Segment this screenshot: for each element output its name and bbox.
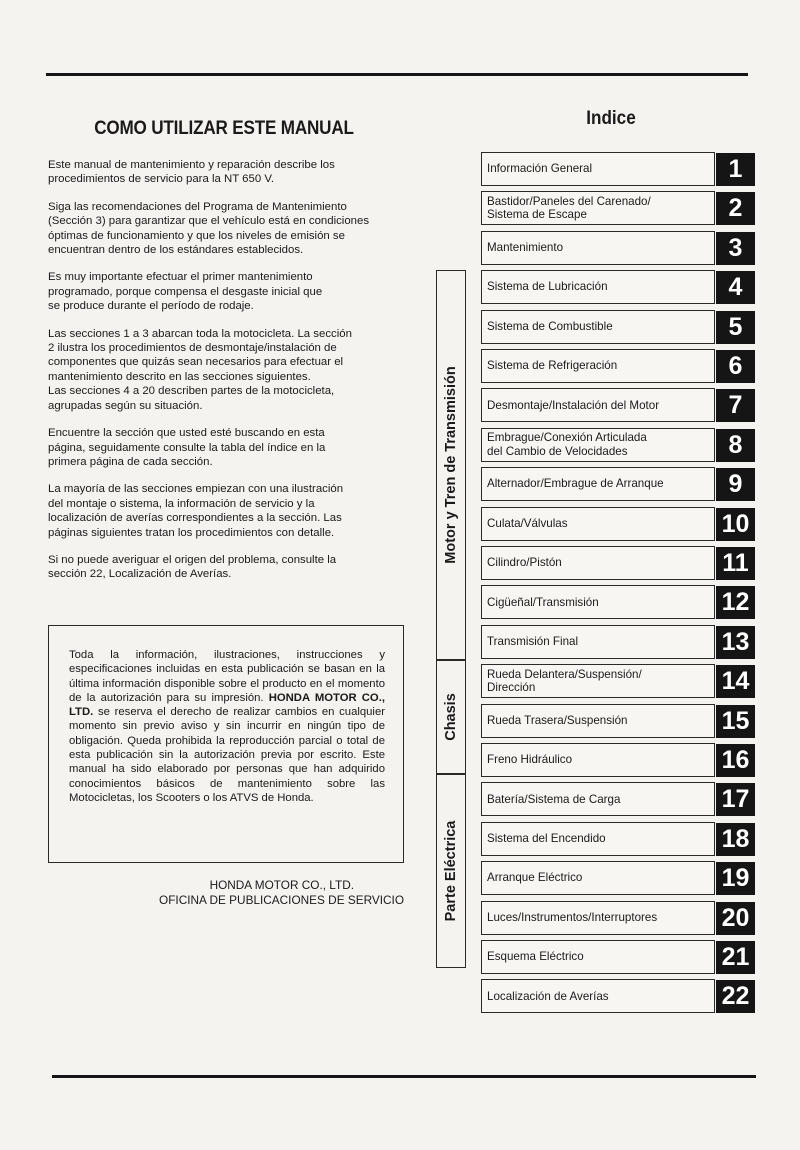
section-number-tab: 19 <box>716 862 755 895</box>
index-entry-text: Localización de Averías <box>487 989 609 1003</box>
notice-company-name: HONDA MOTOR CO., LTD. <box>69 691 386 719</box>
index-entry-4[interactable] <box>481 270 756 304</box>
index-entry-label <box>481 940 715 974</box>
index-entry-2[interactable] <box>481 191 756 225</box>
index-entry-16[interactable] <box>481 743 756 777</box>
index-entry-label <box>481 507 715 541</box>
section-number-tab: 3 <box>716 232 755 265</box>
paragraph-line: La mayoría de las secciones empiezan con una ilustración <box>48 483 344 496</box>
index-entry-10[interactable] <box>481 507 756 541</box>
index-entry-text: Mantenimiento <box>487 241 564 255</box>
index-entry-label <box>481 388 715 422</box>
index-entry-1[interactable] <box>481 152 756 186</box>
section-number-tab: 17 <box>716 783 755 816</box>
index-entry-text: Culata/Válvulas <box>487 516 568 530</box>
paragraph-line: páginas siguientes tratan los procedimientos con detalle. <box>48 526 335 539</box>
section-number-tab: 1 <box>716 153 755 186</box>
paragraph-line: se produce durante el período de rodaje. <box>48 300 254 313</box>
section-number-tab: 13 <box>716 626 755 659</box>
index-entry-text: Sistema del Encendido <box>487 832 606 846</box>
paragraph-4 <box>48 327 400 413</box>
paragraph-line: encuentran dentro de los estándares establecidos. <box>48 244 304 257</box>
index-entry-label <box>481 585 715 619</box>
index-entry-label <box>481 979 715 1013</box>
instruction-paragraphs <box>48 158 400 582</box>
index-entry-8[interactable] <box>481 428 756 462</box>
index-entry-22[interactable] <box>481 979 756 1013</box>
index-entry-text: Información General <box>487 162 593 176</box>
section-number-tab: 11 <box>716 547 755 580</box>
group-motor <box>436 270 466 660</box>
section-number-tab: 8 <box>716 429 755 462</box>
paragraph-line: programado, porque compensa el desgaste inicial que <box>48 285 323 298</box>
index-entry-label <box>481 664 715 698</box>
section-number-tab: 4 <box>716 271 755 304</box>
section-number-tab: 20 <box>716 902 755 935</box>
index-entry-11[interactable] <box>481 546 756 580</box>
index-entry-21[interactable] <box>481 940 756 974</box>
signature-office: OFICINA DE PUBLICACIONES DE SERVICIO <box>159 893 404 907</box>
index-entry-text: Esquema Eléctrico <box>487 950 584 964</box>
section-title: COMO UTILIZAR ESTE MANUAL <box>94 118 354 139</box>
group-electrica <box>436 774 466 968</box>
copyright-notice-box <box>48 625 404 863</box>
section-number-tab: 18 <box>716 823 755 856</box>
group-label-motor: Motor y Tren de Transmisión <box>443 366 459 564</box>
index-entry-18[interactable] <box>481 822 756 856</box>
index-entry-text: Freno Hidráulico <box>487 753 573 767</box>
index-entry-text: Batería/Sistema de Carga <box>487 792 621 806</box>
index-entry-label <box>481 152 715 186</box>
index-entry-label <box>481 782 715 816</box>
paragraph-line: página, seguidamente consulte la tabla del índice en la <box>48 441 326 454</box>
how-to-use-section <box>48 110 400 595</box>
paragraph-line: sección 22, Localización de Averías. <box>48 568 232 581</box>
paragraph-line: procedimientos de servicio para la NT 650 V. <box>48 173 275 186</box>
index-entry-text: Bastidor/Paneles del Carenado/ Sistema de Escape <box>487 194 651 222</box>
index-entry-text: Cilindro/Pistón <box>487 556 562 570</box>
index-entry-15[interactable] <box>481 704 756 738</box>
index-entry-text: Alternador/Embrague de Arranque <box>487 477 664 491</box>
index-entry-text: Arranque Eléctrico <box>487 871 583 885</box>
index-entry-17[interactable] <box>481 782 756 816</box>
index-entry-6[interactable] <box>481 349 756 383</box>
index-entry-text: Cigüeñal/Transmisión <box>487 595 599 609</box>
section-number-tab: 15 <box>716 705 755 738</box>
index-entry-text: Sistema de Lubricación <box>487 280 608 294</box>
paragraph-3 <box>48 270 400 313</box>
index-title: Indice <box>586 108 636 129</box>
paragraph-line: Es muy importante efectuar el primer mantenimiento <box>48 271 313 284</box>
index-entry-label <box>481 428 715 462</box>
index-entry-label <box>481 310 715 344</box>
index-entry-text: Embrague/Conexión Articulada del Cambio de Velocidades <box>487 431 647 458</box>
index-entry-label <box>481 191 715 225</box>
index-entry-text: Desmontaje/Instalación del Motor <box>487 398 660 412</box>
paragraph-line: primera página de cada sección. <box>48 455 213 468</box>
paragraph-6 <box>48 482 400 540</box>
index-entry-text: Rueda Trasera/Suspensión <box>487 713 628 727</box>
index-entry-label <box>481 901 715 935</box>
index-entry-label <box>481 704 715 738</box>
paragraph-line: Encuentre la sección que usted esté buscando en esta <box>48 427 325 440</box>
section-number-tab: 14 <box>716 665 755 698</box>
paragraph-7 <box>48 553 400 582</box>
paragraph-line: mantenimiento descrito en las secciones siguientes. <box>48 370 311 383</box>
index-entry-12[interactable] <box>481 585 756 619</box>
section-number-tab: 10 <box>716 508 755 541</box>
section-number-tab: 2 <box>716 192 755 225</box>
section-number-tab: 5 <box>716 311 755 344</box>
paragraph-line: Las secciones 1 a 3 abarcan toda la motocicleta. La sección <box>48 327 352 340</box>
group-label-electrica: Parte Eléctrica <box>443 820 459 922</box>
index-entry-text: Sistema de Refrigeración <box>487 359 618 373</box>
publisher-signature <box>48 878 404 908</box>
paragraph-line: Las secciones 4 a 20 describen partes de la motocicleta, <box>48 385 335 398</box>
index-entry-text: Transmisión Final <box>487 635 579 649</box>
paragraph-line: 2 ilustra los procedimientos de desmontaje/instalación de <box>48 342 337 355</box>
group-chasis <box>436 660 466 774</box>
paragraph-line: componentes que quizás sean necesarios para efectuar el <box>48 356 344 369</box>
paragraph-line: del montaje o sistema, la información de servicio y la <box>48 497 315 510</box>
index-entry-label <box>481 231 715 265</box>
paragraph-2 <box>48 200 400 258</box>
section-number-tab: 16 <box>716 744 755 777</box>
index-entry-label <box>481 270 715 304</box>
paragraph-line: Este manual de mantenimiento y reparación describe los <box>48 159 335 171</box>
index-entry-19[interactable] <box>481 861 756 895</box>
paragraph-line: agrupadas según su situación. <box>48 399 203 412</box>
section-number-tab: 7 <box>716 389 755 422</box>
paragraph-line: (Sección 3) para garantizar que el vehículo está en condiciones <box>48 215 370 228</box>
section-number-tab: 9 <box>716 468 755 501</box>
index-entry-13[interactable] <box>481 625 756 659</box>
paragraph-line: localización de averías correspondientes a la sección. Las <box>48 512 342 525</box>
group-label-chasis: Chasis <box>443 693 459 741</box>
index-entry-7[interactable] <box>481 388 756 422</box>
section-number-tab: 21 <box>716 941 755 974</box>
index-entry-5[interactable] <box>481 310 756 344</box>
notice-text-start: Toda la información, ilustraciones, instrucciones y especificaciones incluidas en esta publicación se basan en la última información disponible sobre el producto en el momento de la autorización para su impresión. <box>69 649 385 704</box>
index-entry-3[interactable] <box>481 231 756 265</box>
index-entry-label <box>481 861 715 895</box>
paragraph-line: óptimas de funcionamiento y que los niveles de emisión se <box>48 229 345 242</box>
index-entry-label <box>481 349 715 383</box>
index-entry-label <box>481 546 715 580</box>
notice-text-end: se reserva el derecho de realizar cambios en cualquier momento sin previo aviso y sin incurrir en ningún tipo de obligación. Queda prohibida la reproducción parcial o total de esta publicación sin la autorización previa por escrito. Este manual ha sido elaborado por personas que han adquirido conocimientos básicos de mantenimiento sobre las Motocicletas, los Scooters o los ATVS de Honda. <box>69 706 385 804</box>
index-entry-label <box>481 625 715 659</box>
paragraph-5 <box>48 426 400 469</box>
section-number-tab: 22 <box>716 980 755 1013</box>
bottom-rule <box>52 1075 756 1078</box>
index-entry-20[interactable] <box>481 901 756 935</box>
index-entry-text: Rueda Delantera/Suspensión/ Dirección <box>487 667 642 695</box>
index-entry-label <box>481 467 715 501</box>
paragraph-line: Si no puede averiguar el origen del problema, consulte la <box>48 553 337 566</box>
index-entry-9[interactable] <box>481 467 756 501</box>
index-entry-label <box>481 743 715 777</box>
index-entry-text: Sistema de Combustible <box>487 319 613 333</box>
paragraph-1 <box>48 158 400 187</box>
index-entry-label <box>481 822 715 856</box>
top-rule <box>46 73 748 76</box>
signature-company: HONDA MOTOR CO., LTD. <box>209 878 354 892</box>
index-entry-text: Luces/Instrumentos/Interruptores <box>487 910 658 924</box>
paragraph-line: Siga las recomendaciones del Programa de Mantenimiento <box>48 200 347 213</box>
section-number-tab: 12 <box>716 586 755 619</box>
section-number-tab: 6 <box>716 350 755 383</box>
index-entry-14[interactable] <box>481 664 756 698</box>
